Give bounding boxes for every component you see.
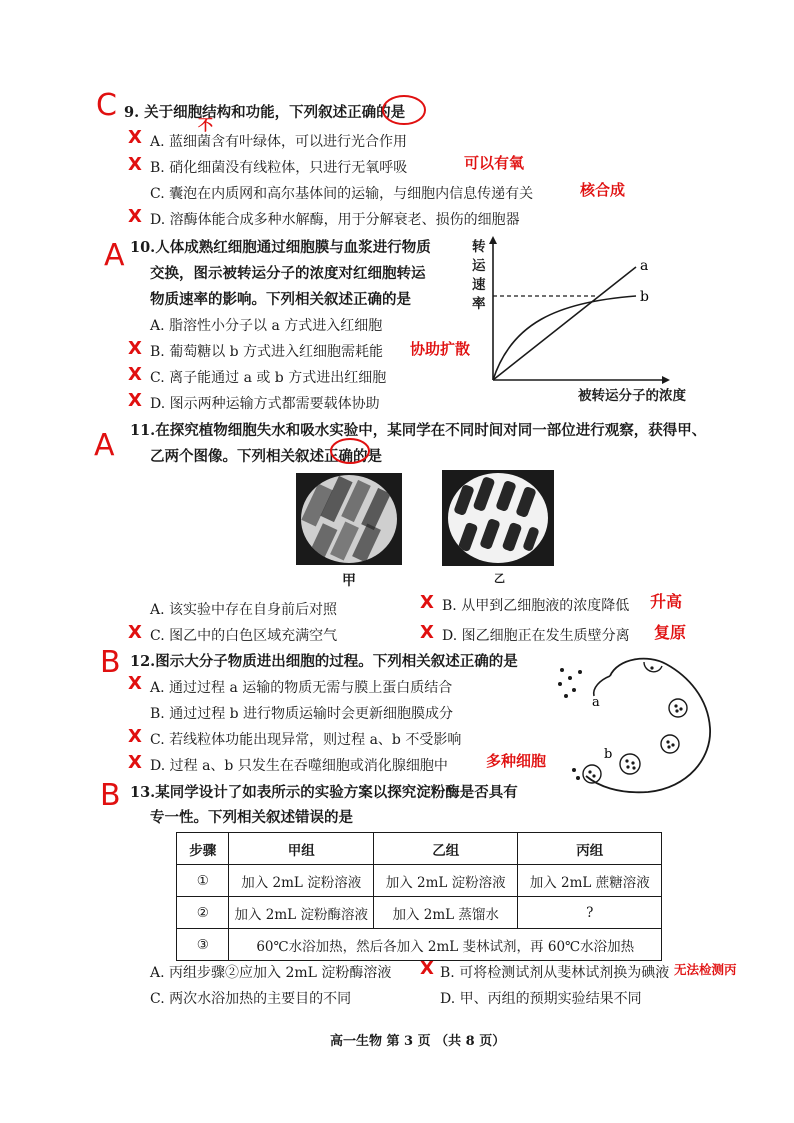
vesicle-1 xyxy=(669,699,687,717)
q9-option-b: B. 硝化细菌没有线粒体，只进行无氧呼吸 xyxy=(150,160,408,176)
table-cell: 加入 2mL 淀粉溶液 xyxy=(373,865,517,897)
q12-transport-diagram xyxy=(548,648,718,798)
micrograph-yi-frame xyxy=(442,470,554,566)
q10-stem-2: 交换，图示被转运分子的浓度对红细胞转运 xyxy=(150,265,426,282)
q9-wrong-a: X xyxy=(128,127,142,148)
table-row xyxy=(177,897,662,929)
table-header-row xyxy=(177,833,662,865)
q13-option-c: C. 两次水浴加热的主要目的不同 xyxy=(150,991,352,1007)
graph-x-label: 被转运分子的浓度 xyxy=(578,388,686,404)
q11-note-b: 升高 xyxy=(650,592,683,611)
q13-note-b: 无法检测丙 xyxy=(674,962,737,977)
q11-wrong-b: X xyxy=(420,592,434,613)
q13-stem-1: 13.某同学设计了如表所示的实验方案以探究淀粉酶是否具有 xyxy=(130,784,518,801)
q11-note-d: 复原 xyxy=(654,623,687,642)
page-footer: 高一生物 第 3 页 （共 8 页） xyxy=(330,1034,506,1049)
graph-line-a xyxy=(493,267,636,380)
q10-answer-mark: A xyxy=(104,238,125,273)
micrograph-jia-label: 甲 xyxy=(342,573,356,589)
q10-wrong-c: X xyxy=(128,364,142,385)
q13-answer-mark: B xyxy=(100,778,121,813)
table-row xyxy=(177,865,662,897)
table-header-cell: 步骤 xyxy=(177,833,229,865)
membrane-invagination-a xyxy=(594,676,610,696)
q13-wrong-b: X xyxy=(420,958,434,979)
vesicle-2 xyxy=(661,735,679,753)
q10-wrong-d: X xyxy=(128,390,142,411)
q13-stem-2: 专一性。下列相关叙述错误的是 xyxy=(150,809,353,826)
q9-wrong-b: X xyxy=(128,154,142,175)
table-cell: 加入 2mL 淀粉酶溶液 xyxy=(229,897,373,929)
table-cell: ? xyxy=(518,897,662,929)
q9-note-c: 核合成 xyxy=(580,181,626,199)
q9-option-a: A. 蓝细菌含有叶绿体，可以进行光合作用 xyxy=(150,134,408,150)
q12-note-d: 多种细胞 xyxy=(486,752,547,770)
q11-wrong-d: X xyxy=(420,622,434,643)
q9-answer-mark: C xyxy=(96,88,117,123)
diagram-label-a: a xyxy=(592,695,600,710)
q11-stem-1: 11.在探究植物细胞失水和吸水实验中，某同学在不同时间对同一部位进行观察，获得甲、 xyxy=(130,422,707,439)
q12-answer-mark: B xyxy=(100,645,121,680)
q11-option-a: A. 该实验中存在自身前后对照 xyxy=(150,602,338,618)
table-header-cell: 甲组 xyxy=(229,833,373,865)
table-cell-merged: 60℃水浴加热，然后各加入 2mL 斐林试剂，再 60℃水浴加热 xyxy=(229,929,662,961)
table-cell: 加入 2mL 蔗糖溶液 xyxy=(518,865,662,897)
graph-y-arrow xyxy=(489,236,497,244)
q9-wrong-d: X xyxy=(128,206,142,227)
graph-label-a: a xyxy=(640,258,649,274)
q12-wrong-d: X xyxy=(128,752,142,773)
graph-x-arrow xyxy=(662,376,670,384)
q11-option-c: C. 图乙中的白色区域充满空气 xyxy=(150,628,338,644)
q10-option-a: A. 脂溶性小分子以 a 方式进入红细胞 xyxy=(150,318,383,334)
table-cell: 加入 2mL 蒸馏水 xyxy=(373,897,517,929)
q13-option-a: A. 丙组步骤②应加入 2mL 淀粉酶溶液 xyxy=(150,965,392,981)
q10-option-d: D. 图示两种运输方式都需要载体协助 xyxy=(150,396,380,412)
q9-stem: 9. 关于细胞结构和功能，下列叙述正确的是 xyxy=(124,104,406,121)
table-header-cell: 乙组 xyxy=(373,833,517,865)
q12-wrong-c: X xyxy=(128,726,142,747)
table-cell: ① xyxy=(177,865,229,897)
table-cell: ③ xyxy=(177,929,229,961)
q12-option-a: A. 通过过程 a 运输的物质无需与膜上蛋白质结合 xyxy=(150,680,453,696)
micrograph-jia xyxy=(301,475,397,563)
q11-answer-mark: A xyxy=(94,428,115,463)
q12-stem: 12.图示大分子物质进出细胞的过程。下列相关叙述正确的是 xyxy=(130,653,518,670)
vesicle-3 xyxy=(620,754,640,774)
q9-circle-mark xyxy=(380,92,430,128)
q10-stem-3: 物质速率的影响。下列相关叙述正确的是 xyxy=(150,291,411,308)
q12-option-d: D. 过程 a、b 只发生在吞噬细胞或消化腺细胞中 xyxy=(150,758,448,774)
q10-transport-graph xyxy=(466,234,706,404)
q11-option-d: D. 图乙细胞正在发生质壁分离 xyxy=(442,628,630,644)
micrograph-yi-label: 乙 xyxy=(494,572,505,585)
q10-option-c: C. 离子能通过 a 或 b 方式进出红细胞 xyxy=(150,370,387,386)
q11-wrong-c: X xyxy=(128,622,142,643)
table-cell: 加入 2mL 淀粉溶液 xyxy=(229,865,373,897)
experiment-table xyxy=(176,832,662,961)
micrograph-jia-frame xyxy=(296,473,402,565)
graph-curve-b xyxy=(493,296,636,380)
q13-option-b: B. 可将检测试剂从斐林试剂换为碘液 xyxy=(440,965,670,981)
q12-wrong-a: X xyxy=(128,673,142,694)
q9-option-c: C. 囊泡在内质网和高尔基体间的运输，与细胞内信息传递有关 xyxy=(150,186,534,202)
q10-note-b: 协助扩散 xyxy=(410,340,471,358)
q9-note-b: 可以有氧 xyxy=(464,154,525,172)
q11-circle-mark xyxy=(328,436,374,466)
graph-y-label: 转 运 速 率 xyxy=(472,239,486,312)
q12-option-c: C. 若线粒体功能出现异常，则过程 a、b 不受影响 xyxy=(150,732,462,748)
q10-stem-1: 10.人体成熟红细胞通过细胞膜与血浆进行物质 xyxy=(130,239,431,256)
q12-option-b: B. 通过过程 b 进行物质运输时会更新细胞膜成分 xyxy=(150,706,454,722)
micrograph-yi xyxy=(448,473,548,563)
q9-option-d: D. 溶酶体能合成多种水解酶，用于分解衰老、损伤的细胞器 xyxy=(150,212,520,228)
q10-option-b: B. 葡萄糖以 b 方式进入红细胞需耗能 xyxy=(150,344,384,360)
q11-option-b: B. 从甲到乙细胞液的浓度降低 xyxy=(442,598,630,614)
diagram-label-b: b xyxy=(604,747,613,762)
q10-wrong-b: X xyxy=(128,338,142,359)
graph-label-b: b xyxy=(640,289,649,305)
q13-option-d: D. 甲、丙组的预期实验结果不同 xyxy=(440,991,642,1007)
table-row xyxy=(177,929,662,961)
q11-stem-2: 乙两个图像。下列相关叙述正确的是 xyxy=(150,448,382,465)
table-header-cell: 丙组 xyxy=(518,833,662,865)
table-cell: ② xyxy=(177,897,229,929)
q9-note-a: 不 xyxy=(198,116,214,134)
